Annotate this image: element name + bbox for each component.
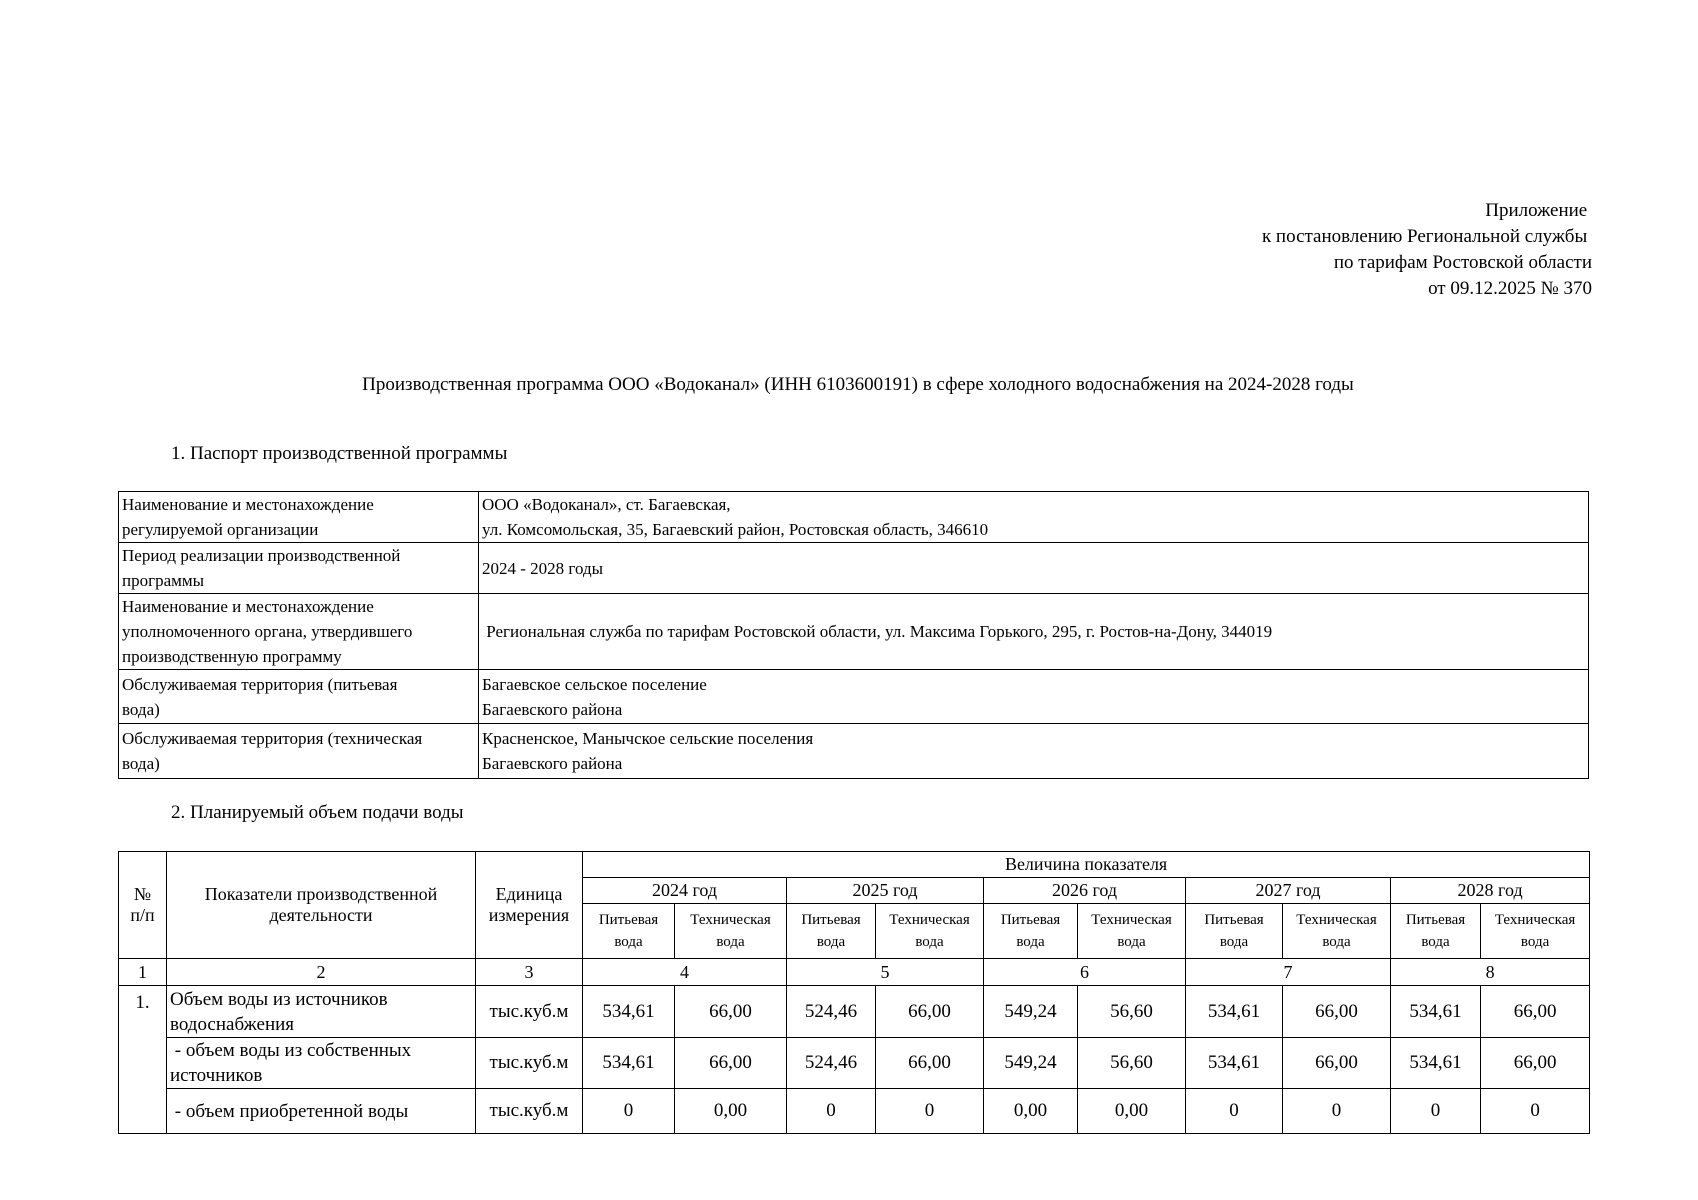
column-number: 2 <box>167 959 476 986</box>
table-row <box>119 1089 1590 1134</box>
table-row <box>119 986 1590 1038</box>
passport-value <box>479 543 1589 594</box>
column-number-row <box>119 959 1590 986</box>
row-unit: тыс.куб.м <box>476 1038 583 1089</box>
header-line: № <box>133 884 152 904</box>
table-row <box>119 1038 1590 1089</box>
header-num <box>119 852 167 959</box>
table-row <box>119 594 1589 670</box>
header-unit <box>476 852 583 959</box>
value-cell: 0 <box>1283 1089 1391 1134</box>
header-line: Техническая <box>1091 912 1172 928</box>
passport-value <box>479 670 1589 724</box>
passport-value <box>479 724 1589 779</box>
passport-label <box>119 594 479 670</box>
header-potable <box>1391 904 1481 959</box>
row-indicator <box>167 1038 476 1089</box>
value-cell: 66,00 <box>1481 986 1590 1038</box>
header-year: 2025 год <box>787 878 984 904</box>
value-line: Региональная служба по тарифам Ростовской области, ул. Максима Горького, 295, г. Ростов-на-Дону, 344019 <box>482 622 1273 641</box>
indicator-line: источников <box>170 1065 263 1086</box>
value-cell: 0,00 <box>984 1089 1078 1134</box>
value-cell: 66,00 <box>1481 1038 1590 1089</box>
header-line: Техническая <box>1296 912 1377 928</box>
column-number: 6 <box>984 959 1186 986</box>
label-line: вода) <box>122 754 160 773</box>
table-row <box>119 492 1589 543</box>
value-cell: 0,00 <box>675 1089 787 1134</box>
value-line: 2024 - 2028 годы <box>482 558 604 578</box>
header-potable <box>1186 904 1283 959</box>
row-number: 1. <box>119 986 167 1134</box>
passport-label <box>119 492 479 543</box>
document-title: Производственная программа ООО «Водоканал» (ИНН 6103600191) в сфере холодного водоснабжения на 2024-2028 годы <box>362 374 1354 395</box>
value-cell: 66,00 <box>876 986 984 1038</box>
row-indicator <box>167 986 476 1038</box>
value-cell: 0 <box>1391 1089 1481 1134</box>
header-technical <box>1283 904 1391 959</box>
column-number: 1 <box>119 959 167 986</box>
header-line: Показатели производственной <box>204 884 438 904</box>
value-cell: 0 <box>876 1089 984 1134</box>
passport-table <box>118 491 1589 779</box>
header-line: вода <box>1219 934 1249 950</box>
value-cell: 549,24 <box>984 1038 1078 1089</box>
header-line: измерения <box>488 905 570 925</box>
value-cell: 66,00 <box>675 1038 787 1089</box>
value-cell: 534,61 <box>1186 986 1283 1038</box>
value-cell: 66,00 <box>1283 1038 1391 1089</box>
header-line: вода <box>1520 934 1550 950</box>
label-line: вода) <box>122 699 160 719</box>
value-line: Багаевское сельское поселение <box>482 674 707 694</box>
header-line: Единица <box>495 884 563 904</box>
header-line: вода <box>614 934 643 950</box>
section-heading-passport: 1. Паспорт производственной программы <box>171 443 508 464</box>
value-line: ООО «Водоканал», ст. Багаевская, <box>482 495 731 514</box>
table-header-row <box>119 852 1590 878</box>
value-cell: 0 <box>787 1089 876 1134</box>
header-line: Техническая <box>889 912 970 928</box>
value-line: Багаевского района <box>482 699 623 719</box>
water-volume-table <box>118 851 1590 1134</box>
value-line: Красненское, Манычское сельские поселения <box>482 729 814 748</box>
header-value-group: Величина показателя <box>583 852 1590 878</box>
label-line: Период реализации производственной <box>122 546 401 565</box>
value-cell: 0 <box>583 1089 675 1134</box>
header-line: вода <box>1016 934 1045 950</box>
value-cell: 524,46 <box>787 986 876 1038</box>
header-indicator <box>167 852 476 959</box>
passport-value <box>479 594 1589 670</box>
appendix-line: к постановлению Региональной службы <box>1261 226 1592 247</box>
row-unit: тыс.куб.м <box>476 986 583 1038</box>
table-row <box>119 724 1589 779</box>
passport-label <box>119 543 479 594</box>
header-potable <box>583 904 675 959</box>
table-row <box>119 543 1589 594</box>
label-line: уполномоченного органа, утвердившего <box>122 622 413 641</box>
header-technical <box>675 904 787 959</box>
header-year: 2026 год <box>984 878 1186 904</box>
value-cell: 66,00 <box>1283 986 1391 1038</box>
header-line: вода <box>816 934 846 950</box>
header-line: вода <box>1421 934 1450 950</box>
value-cell: 66,00 <box>876 1038 984 1089</box>
value-cell: 534,61 <box>583 1038 675 1089</box>
header-line: Питьевая <box>801 912 861 928</box>
indicator-line: - объем приобретенной воды <box>170 1100 409 1122</box>
label-line: программы <box>122 571 205 590</box>
column-number: 7 <box>1186 959 1391 986</box>
table-row <box>119 670 1589 724</box>
row-indicator <box>167 1089 476 1134</box>
indicator-line: Объем воды из источников <box>170 988 388 1010</box>
header-year: 2028 год <box>1391 878 1590 904</box>
column-number: 4 <box>583 959 787 986</box>
value-cell: 534,61 <box>1391 1038 1481 1089</box>
value-cell: 0,00 <box>1078 1089 1186 1134</box>
label-line: Обслуживаемая территория (питьевая <box>122 674 398 694</box>
header-line: Питьевая <box>1000 912 1061 928</box>
passport-label <box>119 724 479 779</box>
value-cell: 534,61 <box>1391 986 1481 1038</box>
label-line: Наименование и местонахождение <box>122 495 374 514</box>
passport-label <box>119 670 479 724</box>
value-cell: 549,24 <box>984 986 1078 1038</box>
appendix-line: по тарифам Ростовской области <box>1333 252 1592 273</box>
appendix-line: Приложение <box>1485 200 1592 221</box>
header-line: вода <box>716 934 745 950</box>
header-technical <box>1078 904 1186 959</box>
value-cell: 524,46 <box>787 1038 876 1089</box>
value-cell: 0 <box>1481 1089 1590 1134</box>
label-line: Наименование и местонахождение <box>122 597 374 616</box>
value-line: Багаевского района <box>482 754 623 773</box>
value-cell: 66,00 <box>675 986 787 1038</box>
header-technical <box>876 904 984 959</box>
row-unit: тыс.куб.м <box>476 1089 583 1134</box>
column-number: 5 <box>787 959 984 986</box>
passport-value <box>479 492 1589 543</box>
label-line: производственную программу <box>122 647 342 666</box>
label-line: Обслуживаемая территория (техническая <box>122 729 423 748</box>
value-cell: 534,61 <box>1186 1038 1283 1089</box>
appendix-line: от 09.12.2025 № 370 <box>1428 278 1592 299</box>
appendix-note <box>1262 198 1592 302</box>
header-line: Техническая <box>690 912 771 928</box>
value-cell: 0 <box>1186 1089 1283 1134</box>
header-line: Питьевая <box>598 912 659 928</box>
header-line: Техническая <box>1494 912 1576 928</box>
value-cell: 56,60 <box>1078 1038 1186 1089</box>
header-line: Питьевая <box>1204 912 1264 928</box>
header-technical <box>1481 904 1590 959</box>
indicator-line: водоснабжения <box>170 1013 295 1035</box>
value-cell: 56,60 <box>1078 986 1186 1038</box>
label-line: регулируемой организации <box>122 520 319 539</box>
section-heading-volume: 2. Планируемый объем подачи воды <box>171 802 464 823</box>
header-line: вода <box>915 934 944 950</box>
column-number: 3 <box>476 959 583 986</box>
value-line: ул. Комсомольская, 35, Багаевский район, Ростовская область, 346610 <box>482 520 989 539</box>
header-year: 2027 год <box>1186 878 1391 904</box>
header-line: п/п <box>130 905 155 925</box>
indicator-line: - объем воды из собственных <box>170 1040 412 1061</box>
header-line: Питьевая <box>1405 912 1466 928</box>
header-line: вода <box>1117 934 1146 950</box>
header-potable <box>984 904 1078 959</box>
header-year: 2024 год <box>583 878 787 904</box>
header-line: деятельности <box>269 905 373 925</box>
header-line: вода <box>1322 934 1351 950</box>
header-potable <box>787 904 876 959</box>
column-number: 8 <box>1391 959 1590 986</box>
value-cell: 534,61 <box>583 986 675 1038</box>
